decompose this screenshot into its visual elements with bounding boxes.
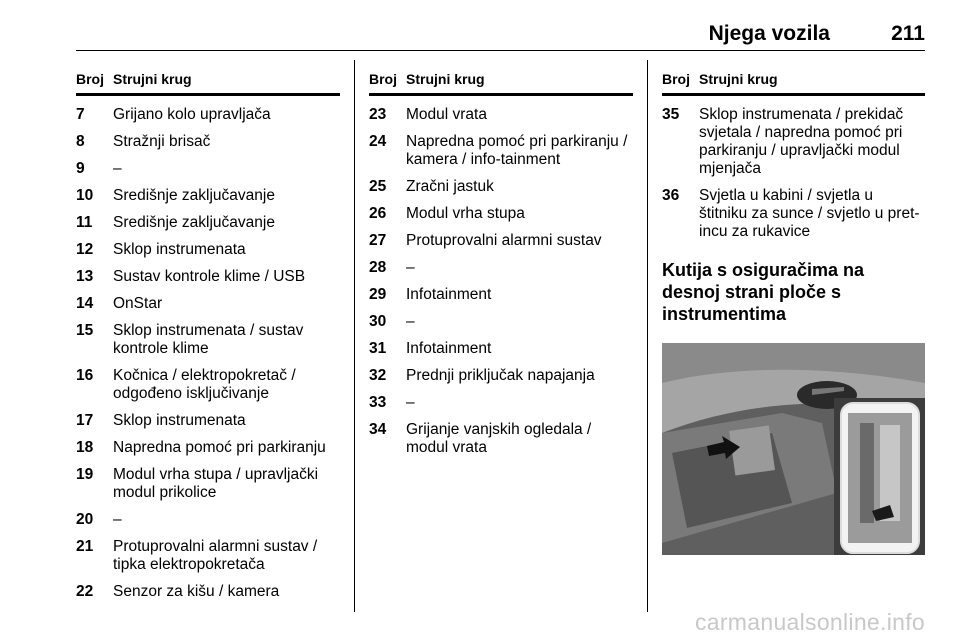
fuse-number: 34: [369, 421, 387, 438]
circuit-name: Napredna pomoć pri parkiranju / kamera / info-tainment: [406, 133, 628, 168]
circuit-name: Protuprovalni alarmni sustav / tipka elektropokretača: [113, 538, 318, 573]
table-row: [369, 205, 633, 223]
table-row: [662, 187, 925, 241]
circuit-name: Svjetla u kabini / svjetla u štitniku za sunce / svjetlo u pret-incu za rukavice: [699, 187, 920, 240]
fuse-number: 27: [369, 232, 387, 249]
circuit-name: Sklop instrumenata / prekidač svjetala / napredna pomoć pri parkiranju / upravljački modul mjenjača: [699, 106, 904, 177]
fuse-number: 18: [76, 439, 94, 456]
circuit-name: Kočnica / elektropokretač / odgođeno isključivanje: [113, 367, 296, 402]
circuit-name: Grijanje vanjskih ogledala / modul vrata: [406, 421, 592, 456]
column-divider: [354, 60, 355, 612]
circuit-name: Modul vrha stupa: [406, 205, 525, 222]
circuit-name: OnStar: [113, 295, 163, 312]
circuit-name: Modul vrha stupa / upravljački modul prikolice: [113, 466, 319, 501]
section-subheading: Kutija s osiguračima na desnoj strani ploče s instrumentima: [662, 260, 865, 324]
circuit-name: Središnje zaključavanje: [113, 214, 275, 231]
fuse-number: 15: [76, 322, 94, 339]
watermark: carmanualsonline.info: [694, 609, 925, 635]
fuse-number: 29: [369, 286, 387, 303]
circuit-name: –: [406, 394, 415, 411]
fuse-number: 10: [76, 187, 94, 204]
table-row: [369, 367, 633, 385]
column-divider: [647, 60, 648, 612]
num-header: Broj: [662, 71, 690, 87]
table-row: [76, 367, 340, 403]
fuse-number: 22: [76, 583, 94, 600]
page-header: [0, 0, 960, 60]
table-row: [76, 106, 340, 124]
fuse-number: 33: [369, 394, 387, 411]
table-rows: [369, 96, 633, 457]
fuse-number: 23: [369, 106, 387, 123]
circuit-name: Grijano kolo upravljača: [113, 106, 271, 123]
circuit-name: Senzor za kišu / kamera: [113, 583, 280, 600]
table-row: [76, 439, 340, 457]
header-rule: [76, 50, 925, 51]
table-row: [369, 232, 633, 250]
table-row: [76, 511, 340, 529]
table-row: [369, 133, 633, 169]
table-row: [76, 322, 340, 358]
circuit-name: Modul vrata: [406, 106, 487, 123]
fuse-number: 19: [76, 466, 94, 483]
table-row: [76, 412, 340, 430]
fuse-number: 11: [76, 214, 93, 231]
page-number: 211: [891, 22, 925, 45]
circuit-header: Strujni krug: [699, 71, 778, 87]
circuit-name: Napredna pomoć pri parkiranju: [113, 439, 326, 456]
circuit-header: Strujni krug: [113, 71, 192, 87]
num-header: Broj: [76, 71, 104, 87]
table-row: [76, 466, 340, 502]
fuse-number: 13: [76, 268, 94, 285]
fuse-number: 7: [76, 106, 85, 123]
table-row: [76, 295, 340, 313]
fuse-number: 21: [76, 538, 94, 555]
fuse-number: 16: [76, 367, 94, 384]
circuit-name: Sklop instrumenata / sustav kontrole klime: [113, 322, 304, 357]
circuit-name: Infotainment: [406, 286, 492, 303]
fuse-number: 24: [369, 133, 387, 150]
fuse-number: 9: [76, 160, 85, 177]
table-row: [369, 106, 633, 124]
table-row: [369, 394, 633, 412]
fuse-number: 36: [662, 187, 680, 204]
circuit-name: Središnje zaključavanje: [113, 187, 275, 204]
table-row: [76, 160, 340, 178]
fuse-number: 8: [76, 133, 85, 150]
table-header: [76, 70, 340, 96]
circuit-name: Sklop instrumenata: [113, 241, 246, 258]
fuse-table-col3: [662, 70, 925, 555]
fuse-table-col1: [76, 70, 340, 610]
circuit-name: Protuprovalni alarmni sustav: [406, 232, 602, 249]
circuit-name: Stražnji brisač: [113, 133, 211, 150]
table-row: [76, 187, 340, 205]
circuit-name: Infotainment: [406, 340, 492, 357]
table-row: [369, 313, 633, 331]
fuse-number: 31: [369, 340, 387, 357]
fuse-number: 35: [662, 106, 680, 123]
circuit-name: –: [113, 160, 122, 177]
circuit-name: –: [113, 511, 122, 528]
fuse-table-col2: [369, 70, 633, 466]
table-row: [76, 133, 340, 151]
circuit-header: Strujni krug: [406, 71, 485, 87]
table-row: [369, 421, 633, 457]
num-header: Broj: [369, 71, 397, 87]
circuit-name: Sustav kontrole klime / USB: [113, 268, 306, 285]
table-row: [76, 583, 340, 601]
circuit-name: –: [406, 313, 415, 330]
table-row: [662, 106, 925, 178]
fuse-number: 14: [76, 295, 94, 312]
circuit-name: Sklop instrumenata: [113, 412, 246, 429]
fuse-number: 28: [369, 259, 387, 276]
table-row: [369, 178, 633, 196]
circuit-name: –: [406, 259, 415, 276]
fuse-number: 12: [76, 241, 94, 258]
table-row: [369, 286, 633, 304]
table-row: [369, 259, 633, 277]
table-rows: [662, 96, 925, 241]
table-row: [76, 538, 340, 574]
table-rows: [76, 96, 340, 601]
table-row: [76, 241, 340, 259]
circuit-name: Prednji priključak napajanja: [406, 367, 595, 384]
table-row: [76, 214, 340, 232]
fuse-number: 20: [76, 511, 94, 528]
table-row: [369, 340, 633, 358]
table-header: [662, 70, 925, 96]
circuit-name: Zračni jastuk: [406, 178, 494, 195]
table-row: [76, 268, 340, 286]
fuse-number: 30: [369, 313, 387, 330]
fuse-number: 26: [369, 205, 387, 222]
fuse-number: 17: [76, 412, 94, 429]
dashboard-fusebox-illustration: [662, 343, 925, 555]
fuse-number: 25: [369, 178, 387, 195]
fuse-box-photo: [662, 343, 925, 555]
table-header: [369, 70, 633, 96]
section-title: Njega vozila: [708, 22, 830, 45]
fuse-number: 32: [369, 367, 387, 384]
